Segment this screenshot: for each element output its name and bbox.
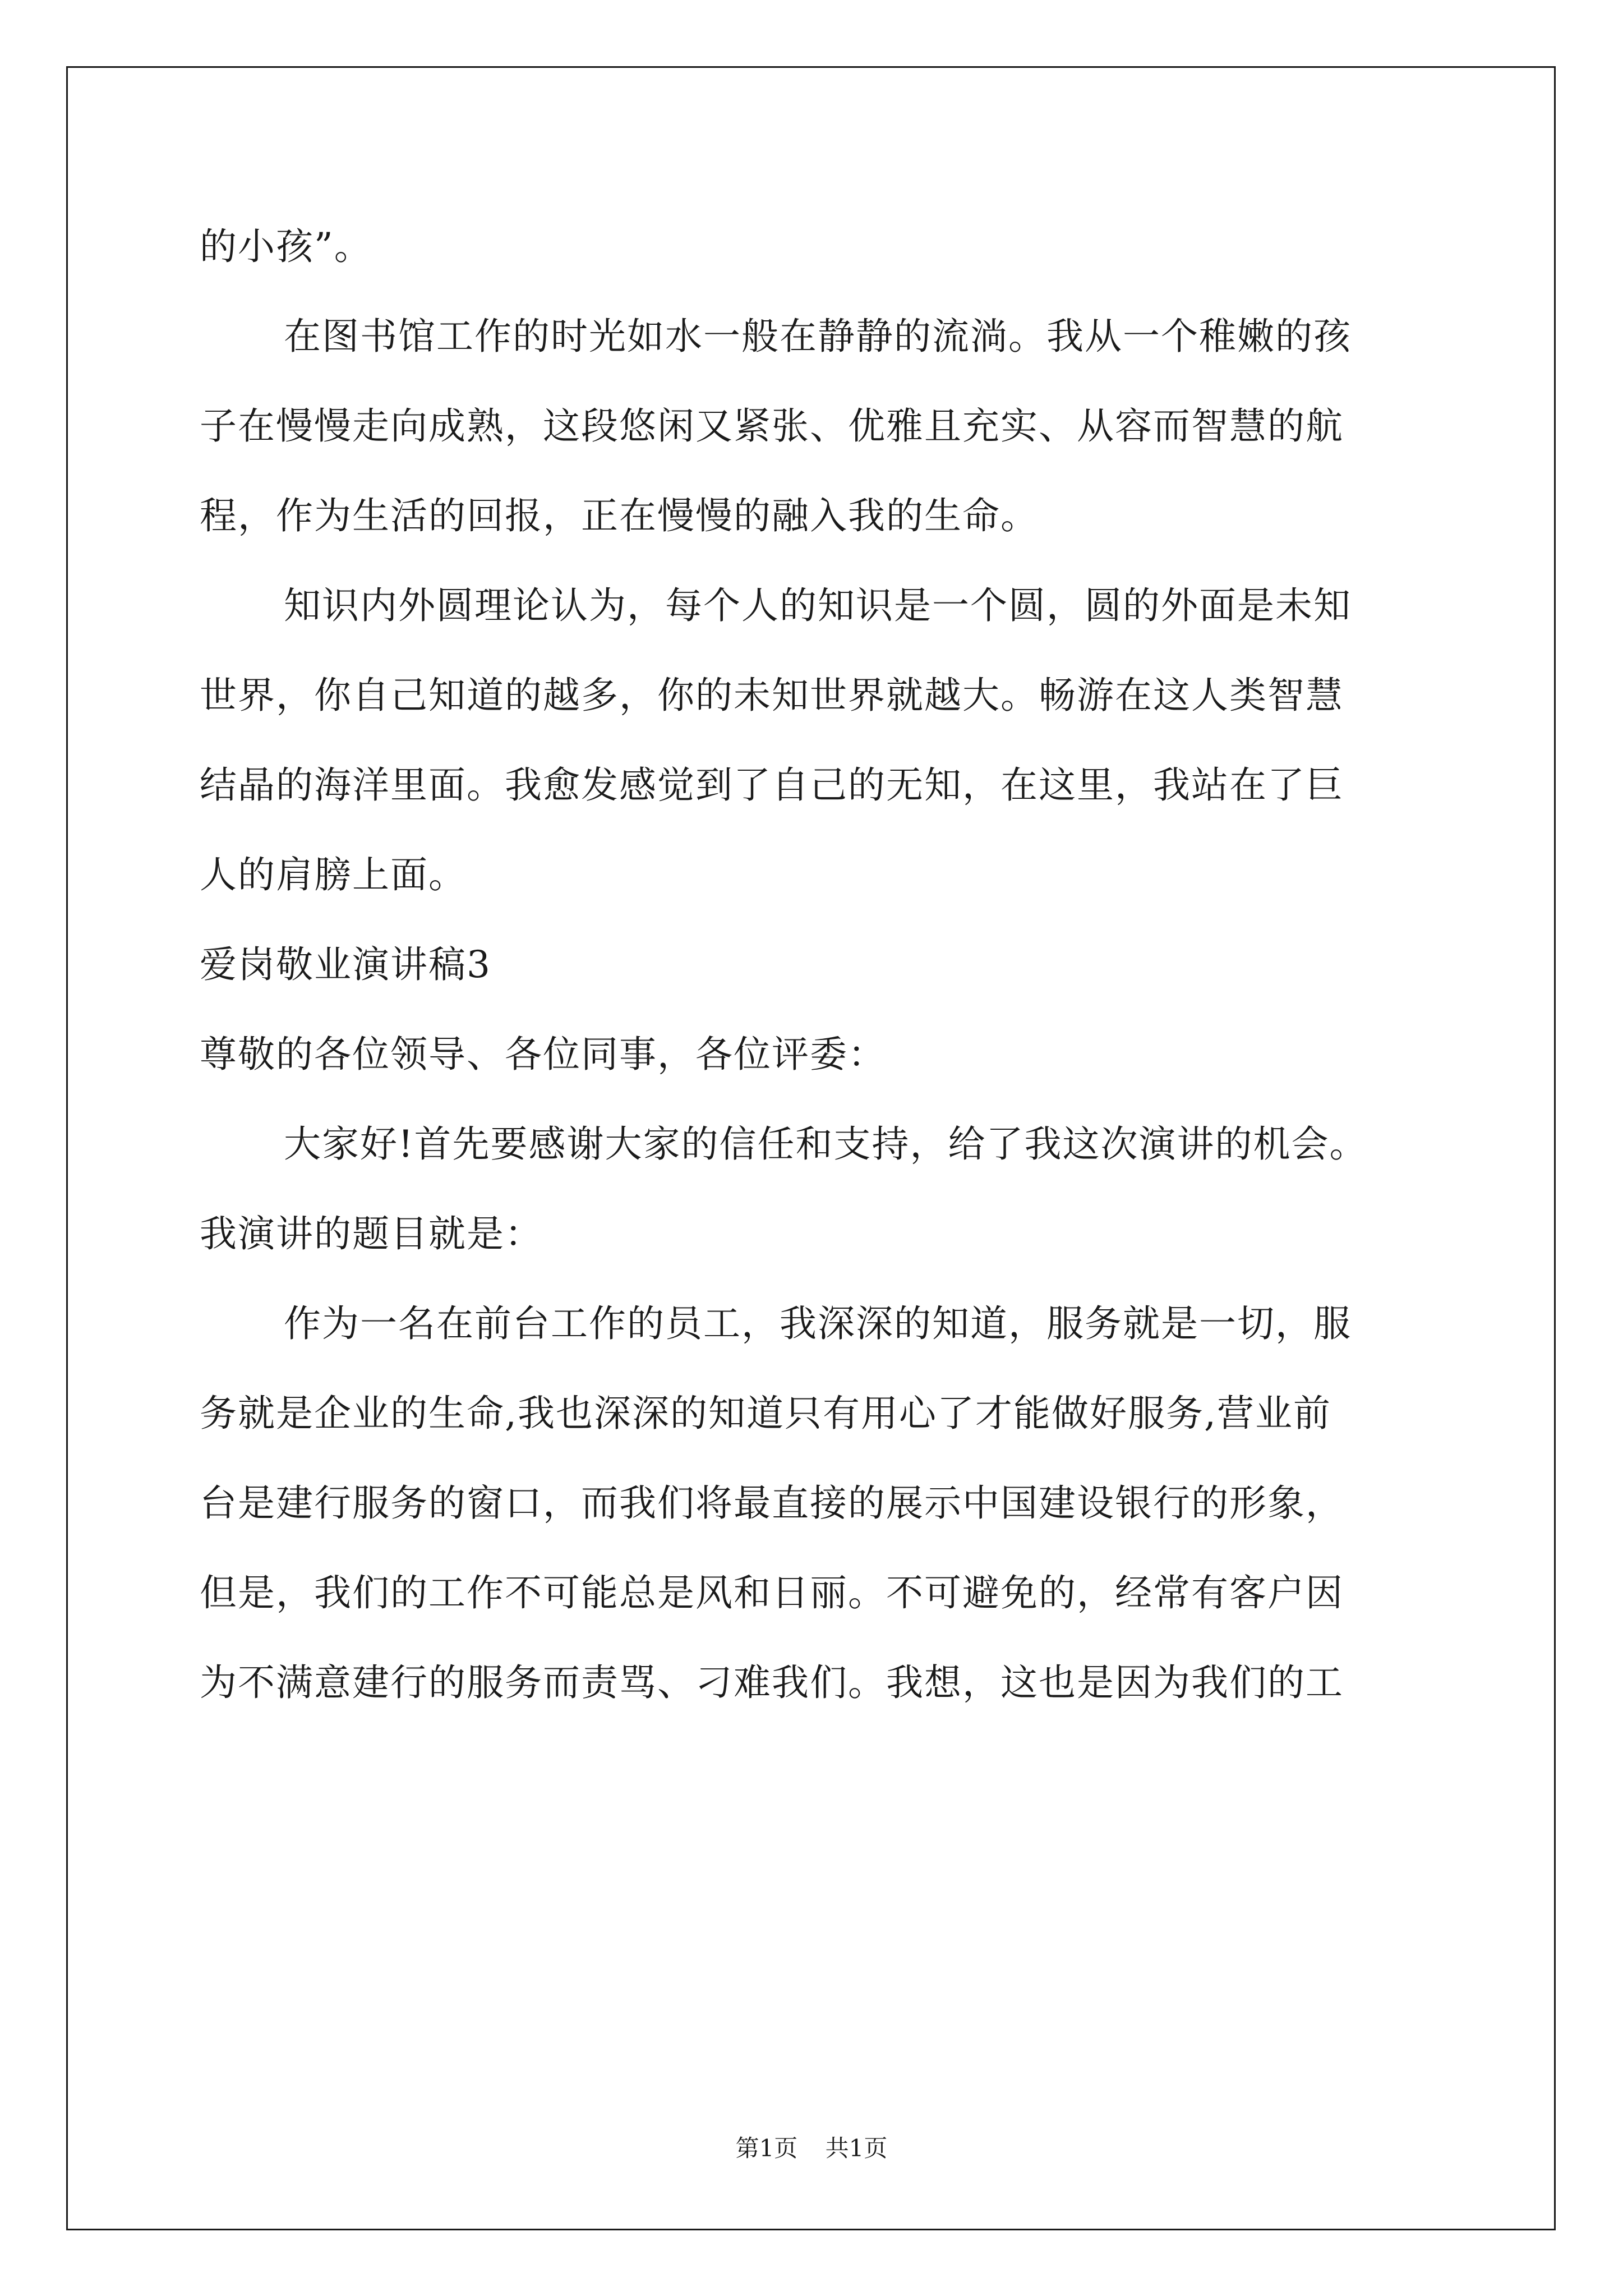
text-line: 我演讲的题目就是： xyxy=(200,1212,543,1255)
text-line: 子在慢慢走向成熟，这段悠闲又紧张、优雅且充实、从容而智慧的航 xyxy=(200,404,1344,448)
text-line: 为不满意建行的服务而责骂、刁难我们。我想，这也是因为我们的工 xyxy=(200,1661,1344,1704)
text-line: 台是建行服务的窗口，而我们将最直接的展示中国建设银行的形象， xyxy=(200,1481,1344,1525)
text-line: 结晶的海洋里面。我愈发感觉到了自己的无知，在这里，我站在了巨 xyxy=(200,763,1344,807)
text-line: 人的肩膀上面。 xyxy=(200,853,467,896)
text-line: 务就是企业的生命,我也深深的知道只有用心了才能做好服务,营业前 xyxy=(200,1392,1331,1435)
text-line: 但是，我们的工作不可能总是风和日丽。不可避免的，经常有客户因 xyxy=(200,1571,1344,1614)
text-line: 大家好!首先要感谢大家的信任和支持，给了我这次演讲的机会。 xyxy=(284,1122,1368,1166)
page-number-current: 第1页 xyxy=(735,2134,798,2162)
page-number-total: 共1页 xyxy=(825,2134,888,2162)
text-line: 爱岗敬业演讲稿3 xyxy=(200,943,491,986)
page-footer xyxy=(0,2132,1623,2165)
text-line: 尊敬的各位领导、各位同事，各位评委： xyxy=(200,1033,886,1076)
document-body xyxy=(200,202,1456,1728)
text-line: 作为一名在前台工作的员工，我深深的知道，服务就是一切，服 xyxy=(284,1302,1352,1345)
text-line: 知识内外圆理论认为，每个人的知识是一个圆，圆的外面是未知 xyxy=(284,584,1352,627)
text-line: 世界，你自己知道的越多，你的未知世界就越大。畅游在这人类智慧 xyxy=(200,674,1344,717)
text-line: 在图书馆工作的时光如水一般在静静的流淌。我从一个稚嫩的孩 xyxy=(284,315,1352,358)
text-line: 的小孩”。 xyxy=(200,225,372,268)
text-line: 程，作为生活的回报，正在慢慢的融入我的生命。 xyxy=(200,494,1039,537)
